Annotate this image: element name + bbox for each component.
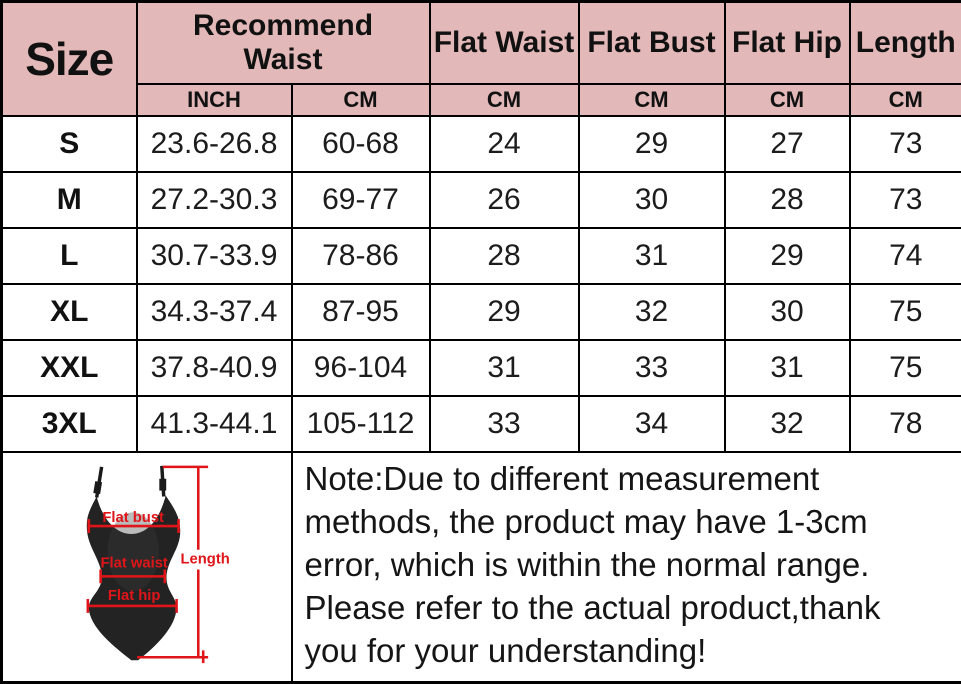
value-cell: 34 <box>579 396 725 452</box>
value-cell: 73 <box>850 172 961 228</box>
header-recommend-waist-label: Recommend Waist <box>192 8 374 76</box>
table-row-xxl <box>2 340 961 396</box>
table-row-l <box>2 228 961 284</box>
value-cell: 34.3-37.4 <box>137 284 292 340</box>
value-cell: 32 <box>725 396 850 452</box>
value-cell: 69-77 <box>292 172 430 228</box>
header-flat-hip: Flat Hip <box>725 2 850 84</box>
value-cell: 32 <box>579 284 725 340</box>
note-line: methods, the product may have 1-3cm <box>304 502 868 540</box>
value-cell: 30 <box>579 172 725 228</box>
value-cell: 87-95 <box>292 284 430 340</box>
value-cell: 31 <box>579 228 725 284</box>
header-recommend-waist <box>137 2 430 84</box>
table-row-xl <box>2 284 961 340</box>
header-flat-waist: Flat Waist <box>430 2 579 84</box>
unit-cm: CM <box>725 84 850 116</box>
value-cell: 29 <box>579 116 725 172</box>
value-cell: 78 <box>850 396 961 452</box>
size-label: S <box>2 116 137 172</box>
header-length: Length <box>850 2 961 84</box>
value-cell: 28 <box>725 172 850 228</box>
value-cell: 31 <box>430 340 579 396</box>
value-cell: 73 <box>850 116 961 172</box>
measurement-diagram-cell <box>2 452 292 683</box>
unit-cm: CM <box>579 84 725 116</box>
unit-cm: CM <box>850 84 961 116</box>
note-cell <box>292 452 961 683</box>
value-cell: 33 <box>579 340 725 396</box>
unit-cm: CM <box>292 84 430 116</box>
bodysuit-diagram <box>3 453 289 680</box>
waist-label: Flat waist <box>100 554 168 571</box>
hip-label: Flat hip <box>107 587 161 604</box>
value-cell: 28 <box>430 228 579 284</box>
bust-label: Flat bust <box>102 509 164 526</box>
value-cell: 30.7-33.9 <box>137 228 292 284</box>
header-flat-bust: Flat Bust <box>579 2 725 84</box>
value-cell: 26 <box>430 172 579 228</box>
table-row-s <box>2 116 961 172</box>
header-size: Size <box>2 2 137 116</box>
unit-cm: CM <box>430 84 579 116</box>
value-cell: 96-104 <box>292 340 430 396</box>
value-cell: 27.2-30.3 <box>137 172 292 228</box>
value-cell: 37.8-40.9 <box>137 340 292 396</box>
table-row-m <box>2 172 961 228</box>
value-cell: 30 <box>725 284 850 340</box>
value-cell: 78-86 <box>292 228 430 284</box>
length-label: Length <box>180 551 230 568</box>
value-cell: 23.6-26.8 <box>137 116 292 172</box>
value-cell: 75 <box>850 340 961 396</box>
value-cell: 41.3-44.1 <box>137 396 292 452</box>
value-cell: 29 <box>430 284 579 340</box>
unit-inch: INCH <box>137 84 292 116</box>
value-cell: 75 <box>850 284 961 340</box>
note-line: error, which is within the normal range. <box>304 545 870 583</box>
value-cell: 105-112 <box>292 396 430 452</box>
note-line: Please refer to the actual product,thank <box>304 588 881 626</box>
value-cell: 24 <box>430 116 579 172</box>
size-label: L <box>2 228 137 284</box>
note-line: you for your understanding! <box>304 631 707 669</box>
footer-row <box>2 452 961 683</box>
value-cell: 27 <box>725 116 850 172</box>
note-line: Note:Due to different measurement <box>304 459 820 497</box>
value-cell: 74 <box>850 228 961 284</box>
value-cell: 60-68 <box>292 116 430 172</box>
table-row-3xl <box>2 396 961 452</box>
size-label: M <box>2 172 137 228</box>
value-cell: 31 <box>725 340 850 396</box>
size-label: XL <box>2 284 137 340</box>
value-cell: 33 <box>430 396 579 452</box>
size-label: 3XL <box>2 396 137 452</box>
value-cell: 29 <box>725 228 850 284</box>
size-label: XXL <box>2 340 137 396</box>
